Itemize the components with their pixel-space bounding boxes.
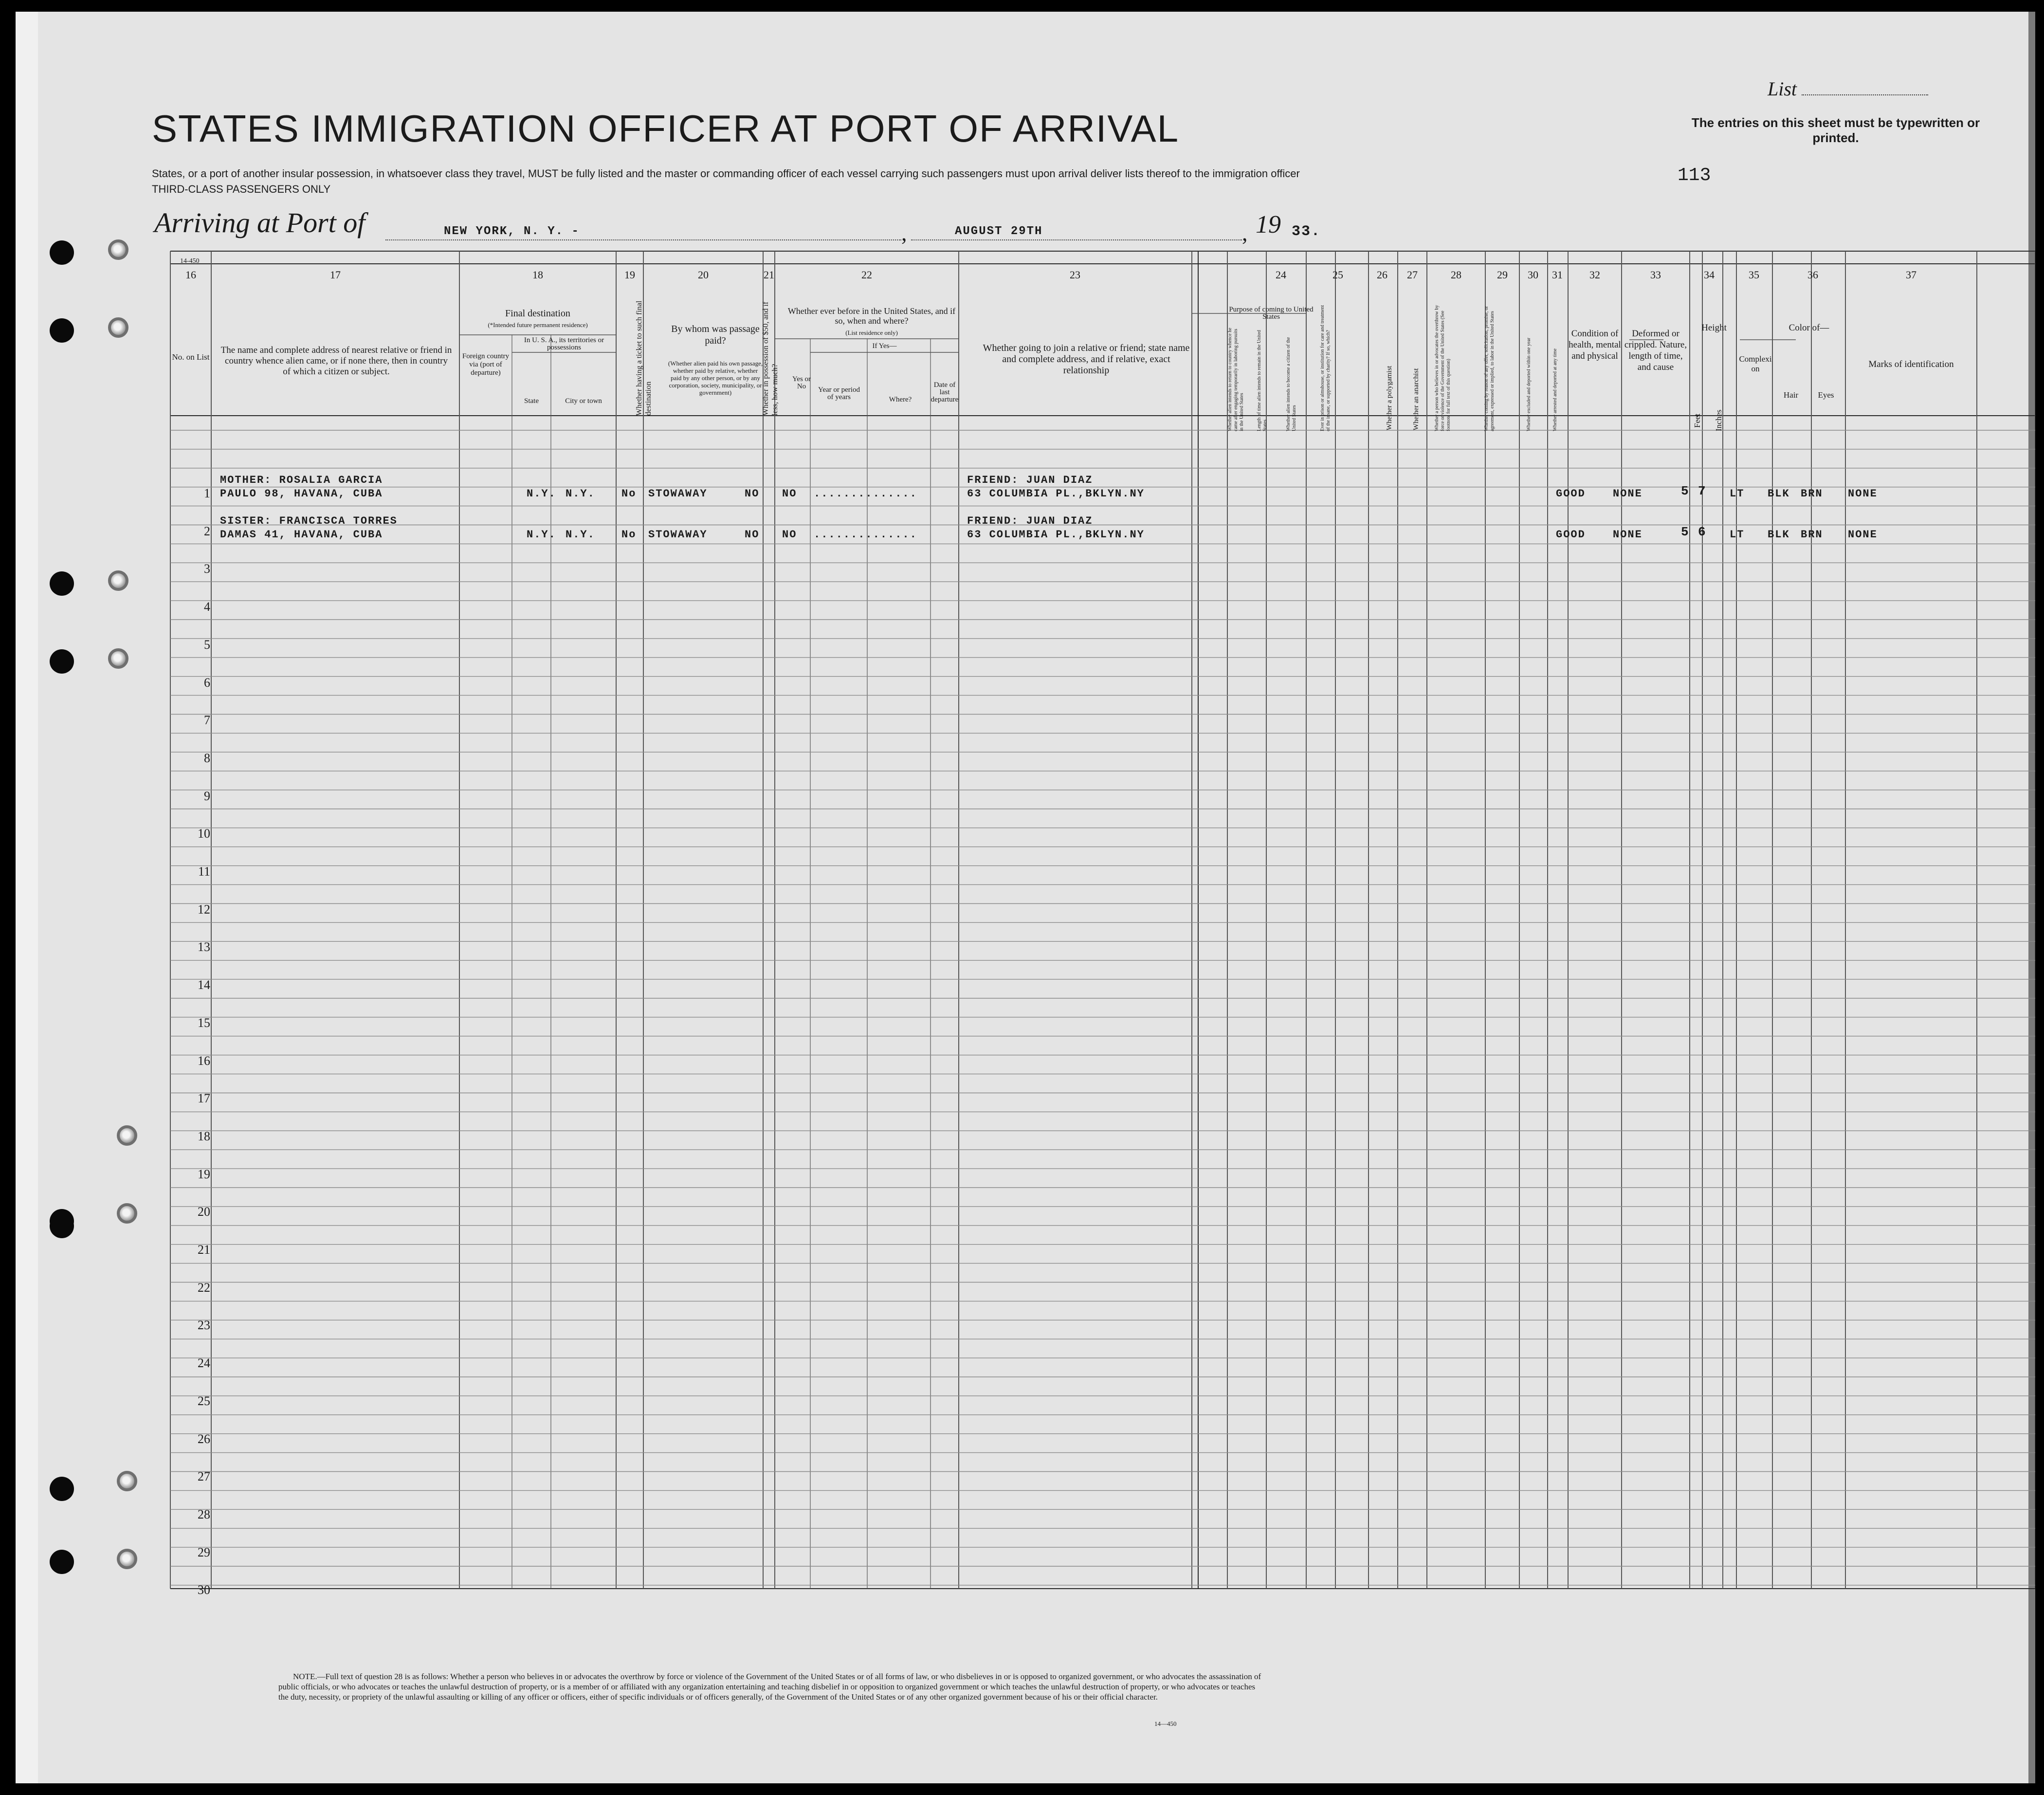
health-value: GOOD: [1556, 529, 1586, 541]
column-number: 19: [624, 269, 635, 281]
before-value: NO: [782, 488, 797, 500]
row-number: 2: [204, 524, 210, 538]
header-marks: Marks of identification: [1868, 359, 1954, 369]
fifty-value: NO: [745, 488, 760, 500]
column-number: 31: [1552, 269, 1563, 281]
row-number: 7: [204, 713, 210, 728]
city-value: N.Y.: [566, 529, 595, 541]
header-purpose-c: Whether alien intends to become a citizen of the United States: [1286, 337, 1297, 431]
header-health: Condition of health, mental and physical: [1569, 329, 1621, 361]
header-usa: In U. S. A., its territories or possessions: [524, 336, 604, 351]
column-number: 29: [1497, 269, 1508, 281]
comma-1: ,: [901, 220, 907, 245]
row-number: 21: [198, 1243, 210, 1257]
header-arrested: Whether arrested and deported at any time: [1552, 348, 1558, 431]
row-number: 8: [204, 751, 210, 765]
header-deformed: Deformed or crippled. Nature, length of time, and cause: [1624, 329, 1687, 372]
row-number: 4: [204, 600, 210, 614]
before-value: NO: [782, 529, 797, 541]
header-city: City or town: [565, 397, 602, 405]
row-number: 30: [198, 1583, 210, 1597]
row-number: 5: [204, 637, 210, 652]
year-suffix: 33.: [1292, 223, 1321, 240]
class-line: THIRD-CLASS PASSENGERS ONLY: [152, 183, 331, 195]
column-number: 22: [861, 269, 872, 281]
entries-note: The entries on this sheet must be typewritten or printed.: [1691, 115, 1980, 145]
header-inches: Inches: [1714, 409, 1723, 431]
before-dots: ..............: [814, 529, 917, 541]
eyes-value: BRN: [1801, 529, 1823, 541]
header-final-destination-note: (*Intended future permanent residence): [488, 321, 588, 329]
ticket-value: No: [621, 529, 637, 541]
relative-line2: PAULO 98, HAVANA, CUBA: [220, 488, 383, 500]
comma-2: ,: [1242, 220, 1248, 245]
header-foreign: Foreign country via (port of departure): [462, 352, 510, 377]
row-number: 28: [198, 1507, 210, 1521]
header-hair: Hair: [1783, 390, 1799, 400]
header-eyes: Eyes: [1818, 390, 1834, 400]
header-ever-before-note: (List residence only): [845, 329, 898, 336]
column-number: 28: [1451, 269, 1461, 281]
date-value: AUGUST 29TH: [955, 225, 1043, 238]
header-excluded: Whether excluded and deported within one year: [1526, 337, 1532, 431]
row-number: 22: [198, 1280, 210, 1295]
header-state: State: [524, 397, 539, 405]
header-ticket: Whether having a ticket to such final destination: [635, 300, 653, 416]
paid-by-value: STOWAWAY: [648, 529, 708, 541]
row-number: 20: [198, 1205, 210, 1219]
list-label-text: List: [1768, 78, 1797, 100]
fifty-value: NO: [745, 529, 760, 541]
header-year: Year or period of years: [818, 386, 860, 401]
header-yes-no: Yes or No: [792, 375, 811, 390]
relative-line1: MOTHER: ROSALIA GARCIA: [220, 474, 383, 486]
row-number: 23: [198, 1318, 210, 1333]
column-number: 32: [1589, 269, 1600, 281]
header-anarchist: Whether an anarchist: [1412, 368, 1420, 430]
ticket-value: No: [621, 488, 637, 500]
city-value: N.Y.: [566, 488, 595, 500]
header-where: Where?: [889, 396, 912, 403]
join-line1: FRIEND: JUAN DIAZ: [967, 474, 1093, 486]
header-relative: The name and complete address of nearest relative or friend in country whence alien came, or if none there, then in country of which a citizen or subject.: [220, 345, 452, 377]
column-number: 20: [698, 269, 709, 281]
state-value: N.Y.: [527, 488, 556, 500]
row-number: 18: [198, 1129, 210, 1143]
column-number: 24: [1276, 269, 1286, 281]
column-number: 36: [1807, 269, 1818, 281]
header-if-yes: If Yes—: [872, 342, 897, 350]
state-value: N.Y.: [527, 529, 556, 541]
arriving-label: Arriving at Port of: [154, 207, 365, 238]
marks-value: NONE: [1848, 529, 1878, 541]
row-number: 24: [198, 1356, 210, 1371]
row-number: 17: [198, 1091, 210, 1106]
form-sheet: [16, 12, 2035, 1783]
feet-value: 5: [1681, 525, 1690, 539]
header-date: Date of last departure: [931, 381, 959, 403]
header-overthrow: Whether a person who believes in or advocates the overthrow by force or violence of the Government of the United States (See footnote for full text of this question): [1434, 305, 1451, 431]
row-number: 26: [198, 1431, 210, 1446]
row-number: 29: [198, 1545, 210, 1559]
paid-by-value: STOWAWAY: [648, 488, 708, 500]
header-complexion: Complexion: [1739, 354, 1772, 373]
header-polygamist: Whether a polygamist: [1386, 366, 1393, 430]
row-number: 10: [198, 826, 210, 841]
row-number: 14: [198, 978, 210, 992]
header-paid-by: By whom was passage paid?: [671, 324, 760, 346]
row-number: 27: [198, 1469, 210, 1484]
complexion-value: LT: [1730, 488, 1745, 500]
column-number: 34: [1704, 269, 1715, 281]
before-dots: ..............: [814, 488, 917, 500]
header-feet: Feet: [1693, 413, 1702, 428]
deformed-value: NONE: [1613, 529, 1642, 541]
sheet-number: 113: [1678, 165, 1711, 186]
column-number: 33: [1650, 269, 1661, 281]
row-number: 15: [198, 1015, 210, 1030]
page-title: STATES IMMIGRATION OFFICER AT PORT OF ARRIVAL: [152, 107, 1180, 150]
footer-form-code: 14—450: [1154, 1720, 1177, 1727]
column-number: 16: [185, 269, 196, 281]
column-number: 18: [532, 269, 543, 281]
join-line1: FRIEND: JUAN DIAZ: [967, 515, 1093, 527]
row-number: 12: [198, 902, 210, 916]
feet-value: 5: [1681, 484, 1690, 498]
year-prefix: 19: [1256, 211, 1281, 238]
header-prison: Ever in prison or almshouse, or institution for care and treatment of the insane, or supported by charity? If so, which?: [1320, 305, 1331, 431]
footer-note: NOTE.—Full text of question 28 is as follows: Whether a person who believes in or advocates the overthrow by force or violence of the Government of the United States or of all forms of law, or who disbelieves in or is opposed to organized government, or who advocates the assassination of public officials, or who advocates or teaches the unlawful destruction of property, or is a member of or affiliated with any organization entertaining and teaching disbelief in or opposition to organized government or which teaches the unlawful destruction of property, or who advocates or teaches the duty, necessity, or propriety of the unlawful assaulting or killing of any officer or officers, either of specific individuals or of officers generally, of the Government of the United States or of any other organized government because of his or their official character.: [278, 1672, 1261, 1702]
header-no-on-list: No. on List: [172, 352, 210, 362]
header-ever-before: Whether ever before in the United States, and if so, when and where?: [787, 306, 956, 326]
marks-value: NONE: [1848, 488, 1878, 500]
column-number: 27: [1407, 269, 1418, 281]
row-number: 25: [198, 1393, 210, 1408]
row-number: 16: [198, 1053, 210, 1068]
complexion-value: LT: [1730, 529, 1745, 541]
header-join: Whether going to join a relative or friend; state name and complete address, and if relative, exact relationship: [983, 343, 1190, 376]
row-number: 9: [204, 788, 210, 803]
header-purpose-a: Whether alien intends to return to country whence he came after engaging temporarily in laboring pursuits in the United States: [1227, 328, 1244, 431]
column-number: 26: [1377, 269, 1387, 281]
header-fifty: Whether in possession of $50, and if less, how much?: [762, 301, 779, 416]
header-purpose-b: Length of time alien intends to remain in the United States: [1257, 330, 1268, 431]
relative-line2: DAMAS 41, HAVANA, CUBA: [220, 529, 383, 541]
column-number: 23: [1070, 269, 1080, 281]
health-value: GOOD: [1556, 488, 1586, 500]
header-paid-by-note: (Whether alien paid his own passage, whether paid by relative, whether paid by any other person, or by any corporation, society, municipality, or government): [668, 360, 763, 396]
column-number: 21: [764, 269, 774, 281]
eyes-value: BRN: [1801, 488, 1823, 500]
inches-value: 6: [1698, 525, 1707, 539]
column-number: 30: [1528, 269, 1538, 281]
hair-value: BLK: [1768, 488, 1790, 500]
header-purpose: Purpose of coming to United States: [1229, 306, 1314, 321]
join-line2: 63 COLUMBIA PL.,BKLYN.NY: [967, 488, 1145, 500]
row-number: 1: [204, 486, 210, 500]
join-line2: 63 COLUMBIA PL.,BKLYN.NY: [967, 529, 1145, 541]
hair-value: BLK: [1768, 529, 1790, 541]
page-subtitle: States, or a port of another insular possession, in whatsoever class they travel, MUST be fully listed and the master or commanding officer of each vessel carrying such passengers must upon arrival deliver lists thereof to the immigration officer: [152, 167, 1300, 180]
row-number: 19: [198, 1167, 210, 1181]
header-height: Height: [1701, 323, 1727, 333]
table-grid: [16, 12, 2035, 1783]
deformed-value: NONE: [1613, 488, 1642, 500]
column-number: 17: [330, 269, 341, 281]
column-number: 37: [1906, 269, 1916, 281]
row-number: 11: [198, 864, 210, 879]
form-code-top: 14-450: [180, 257, 200, 265]
column-number: 35: [1749, 269, 1759, 281]
header-final-destination: Final destination: [505, 308, 570, 319]
header-offer: Whether coming by reason of any offer, solicitation, promise, or agreement, expressed or implied, to labor in the United States: [1484, 306, 1495, 431]
row-number: 3: [204, 562, 210, 576]
column-number: 25: [1332, 269, 1343, 281]
port-value: NEW YORK, N. Y. -: [444, 225, 580, 238]
relative-line1: SISTER: FRANCISCA TORRES: [220, 515, 398, 527]
row-number: 13: [198, 940, 210, 954]
inches-value: 7: [1698, 484, 1707, 498]
header-color: Color of—: [1788, 323, 1829, 333]
row-number: 6: [204, 675, 210, 690]
